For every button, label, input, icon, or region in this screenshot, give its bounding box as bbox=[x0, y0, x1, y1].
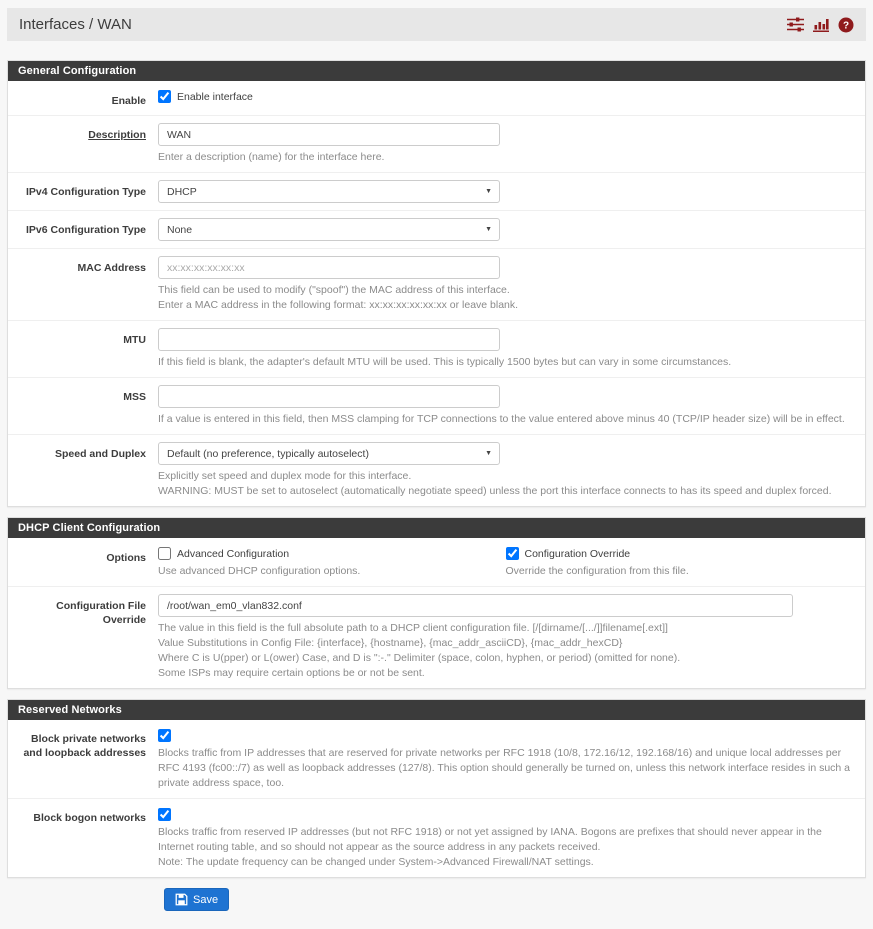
form-row-ipv4-type bbox=[8, 173, 865, 211]
ipv6-type-select[interactable] bbox=[158, 218, 500, 241]
advanced-configuration-option bbox=[158, 545, 506, 579]
field-label-description: Description bbox=[88, 129, 146, 141]
field-label-ipv4-type: IPv4 Configuration Type bbox=[26, 186, 146, 198]
field-label-ipv6-type: IPv6 Configuration Type bbox=[26, 224, 146, 236]
field-label-block-bogon-networks: Block bogon networks bbox=[33, 812, 146, 824]
block-bogon-networks-checkbox[interactable] bbox=[158, 808, 171, 821]
related-status-chart-icon[interactable] bbox=[813, 17, 829, 32]
field-label-configuration-file-override: Configuration File Override bbox=[56, 600, 146, 626]
form-row-mac-address bbox=[8, 249, 865, 321]
mtu-help: If this field is blank, the adapter's default MTU will be used. This is typically 1500 bytes but can vary in some circumstances. bbox=[158, 356, 732, 368]
block-private-networks-checkbox[interactable] bbox=[158, 729, 171, 742]
form-row-mss bbox=[8, 378, 865, 435]
configuration-override-checkbox-label: Configuration Override bbox=[524, 547, 631, 560]
field-label-mac-address: MAC Address bbox=[77, 262, 146, 274]
configuration-override-option bbox=[506, 545, 854, 579]
advanced-configuration-help: Use advanced DHCP configuration options. bbox=[158, 565, 361, 577]
form-row-dhcp-options bbox=[8, 538, 865, 587]
block-private-networks-help: Blocks traffic from IP addresses that are reserved for private networks per RFC 1918 (10/8, 172.16/12, 192.168/16) and unique local addresses per RFC 4193 (fc00::/7) as well as loopback addresses (127/8). This option should generally be turned on, unless this network interface resides in such a private address space, too. bbox=[158, 747, 851, 789]
panel-reserved-networks bbox=[7, 699, 866, 878]
speed-duplex-help: Explicitly set speed and duplex mode for this interface. WARNING: MUST be set to autoselect (automatically negotiate speed) unless the port this interface connects to has its speed and duplex forced. bbox=[158, 470, 832, 497]
form-row-block-private-networks bbox=[8, 720, 865, 799]
form-row-ipv6-type bbox=[8, 211, 865, 249]
speed-duplex-select-wrap bbox=[158, 442, 500, 465]
enable-interface-checkbox[interactable] bbox=[158, 90, 171, 103]
mss-help: If a value is entered in this field, then MSS clamping for TCP connections to the value entered above minus 40 (TCP/IP header size) will be in effect. bbox=[158, 413, 845, 425]
header-icons bbox=[787, 17, 854, 33]
svg-text:?: ? bbox=[842, 20, 850, 31]
save-button-label: Save bbox=[193, 893, 219, 906]
field-label-mtu: MTU bbox=[123, 334, 146, 346]
mac-address-help: This field can be used to modify ("spoof") the MAC address of this interface. Enter a MAC address in the following format: xx:xx:xx:xx:xx:xx or leave blank. bbox=[158, 284, 519, 311]
mtu-input[interactable] bbox=[158, 328, 500, 351]
page-header bbox=[7, 8, 866, 41]
mac-address-input[interactable] bbox=[158, 256, 500, 279]
configuration-override-checkbox[interactable] bbox=[506, 547, 519, 560]
form-row-speed-duplex bbox=[8, 435, 865, 506]
speed-duplex-select[interactable] bbox=[158, 442, 500, 465]
panel-title: General Configuration bbox=[8, 61, 865, 81]
field-label-options: Options bbox=[106, 552, 146, 564]
form-row-enable bbox=[8, 81, 865, 116]
field-label-speed-duplex: Speed and Duplex bbox=[54, 448, 146, 460]
enable-interface-checkbox-label: Enable interface bbox=[177, 90, 253, 103]
panel-title: Reserved Networks bbox=[8, 700, 865, 720]
form-row-block-bogon-networks bbox=[8, 799, 865, 877]
related-settings-sliders-icon[interactable] bbox=[787, 17, 804, 32]
field-label-block-private-networks: Block private networks and loopback addresses bbox=[23, 733, 146, 759]
description-help: Enter a description (name) for the interface here. bbox=[158, 151, 385, 163]
advanced-configuration-checkbox-label: Advanced Configuration bbox=[177, 547, 290, 560]
configuration-override-help: Override the configuration from this file. bbox=[505, 565, 689, 577]
panel-general-configuration bbox=[7, 60, 866, 507]
ipv4-type-select[interactable] bbox=[158, 180, 500, 203]
advanced-configuration-checkbox[interactable] bbox=[158, 547, 171, 560]
ipv6-type-select-wrap bbox=[158, 218, 500, 241]
help-icon[interactable] bbox=[838, 17, 854, 33]
configuration-file-override-input[interactable] bbox=[158, 594, 793, 617]
form-row-mtu bbox=[8, 321, 865, 378]
panel-dhcp-client-configuration bbox=[7, 517, 866, 689]
panel-title: DHCP Client Configuration bbox=[8, 518, 865, 538]
field-label-enable: Enable bbox=[111, 95, 146, 107]
form-row-description bbox=[8, 116, 865, 173]
breadcrumb: Interfaces / WAN bbox=[19, 16, 132, 33]
ipv4-type-select-wrap bbox=[158, 180, 500, 203]
configuration-file-override-help: The value in this field is the full absolute path to a DHCP client configuration file. [/[dirname/[.../]]filename[.ext]] Value Substitutions in Config File: {interface}, {hostname}, {mac_addr_asciiCD}, {mac_addr_hexCD} Where C is U(pper) or L(ower) Case, and D is ":-." Delimiter (space, colon, hyphen, or period) (omitted for none). Some ISPs may require certain options be or not be sent. bbox=[158, 622, 681, 679]
description-input[interactable] bbox=[158, 123, 500, 146]
mss-input[interactable] bbox=[158, 385, 500, 408]
block-bogon-networks-help: Blocks traffic from reserved IP addresses (but not RFC 1918) or not yet assigned by IANA. Bogons are prefixes that should never appear in the Internet routing table, and so should not appear as the source address in any packets received. Note: The update frequency can be changed under System->Advanced Firewall/NAT settings. bbox=[158, 826, 822, 868]
form-row-configuration-file-override bbox=[8, 587, 865, 688]
field-label-mss: MSS bbox=[123, 391, 146, 403]
